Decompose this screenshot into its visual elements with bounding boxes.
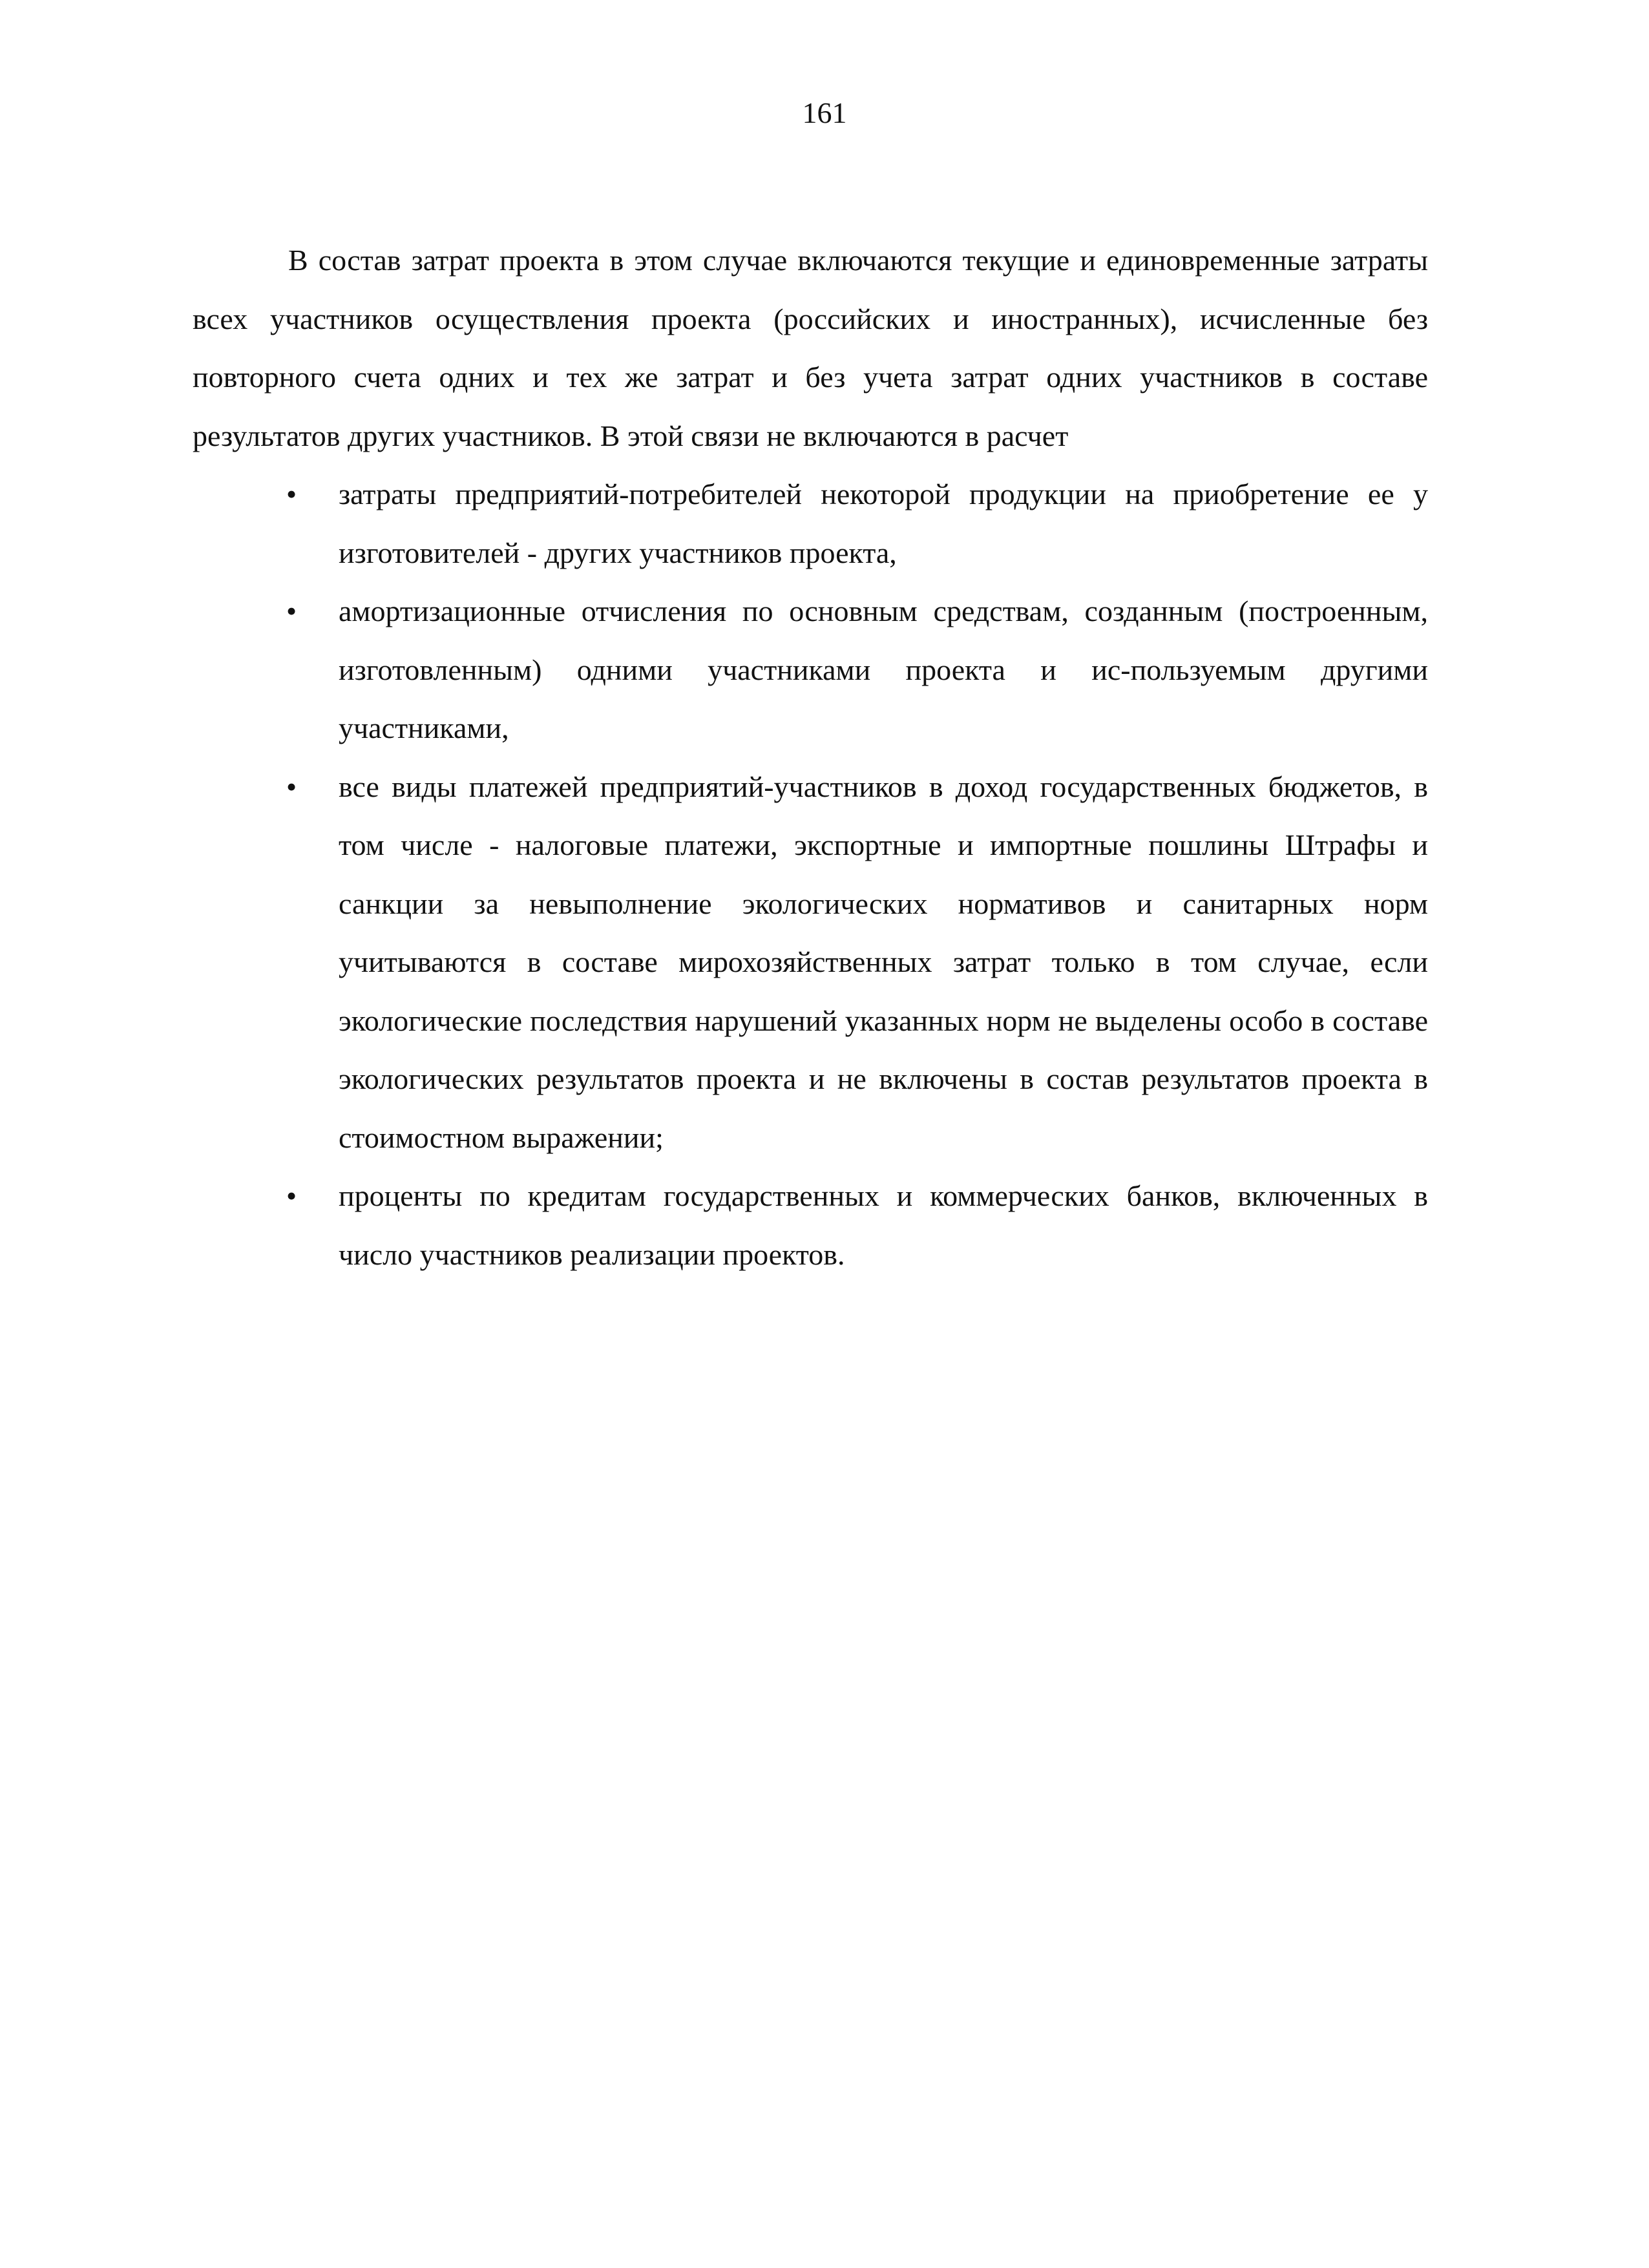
list-item [193, 1167, 1428, 1284]
excluded-costs-list [193, 465, 1428, 1284]
list-item [193, 758, 1428, 1168]
intro-paragraph: В состав затрат проекта в этом случае включаются текущие и единовременные затраты всех участников осуществления проекта (российских и иностранных), исчисленные без повторного счета одних и тех же затрат и без учета затрат одних участников в составе результатов других участников. В этой связи не включаются в расчет [193, 244, 1428, 452]
list-item [193, 465, 1428, 582]
bullet-icon: • [286, 1179, 297, 1212]
bullet-icon: • [286, 770, 297, 803]
bullet-icon: • [286, 594, 297, 627]
list-item-text: затраты предприятий-потребителей некоторой продукции на приобретение ее у изготовителей - других участников проекта, [339, 478, 1428, 569]
list-item [193, 582, 1428, 758]
page-number: 161 [802, 96, 847, 129]
page-body [193, 231, 1428, 1284]
list-item-text: все виды платежей предприятий-участников в доход государственных бюджетов, в том числе - налоговые платежи, экспортные и импортные пошлины Штрафы и санкции за невыполнение экологических нормативов и санитарных норм учитываются в составе мирохозяйственных затрат только в том случае, если экологические последствия нарушений указанных норм не выделены особо в составе экологических результатов проекта и не включены в состав результатов проекта в стоимостном выражении; [339, 770, 1428, 1154]
bullet-icon: • [286, 478, 297, 510]
list-item-text: амортизационные отчисления по основным средствам, созданным (построенным, изготовленным) одними участниками проекта и ис-пользуемым другими участниками, [339, 594, 1428, 744]
list-item-text: проценты по кредитам государственных и коммерческих банков, включенных в число участников реализации проектов. [339, 1179, 1428, 1271]
